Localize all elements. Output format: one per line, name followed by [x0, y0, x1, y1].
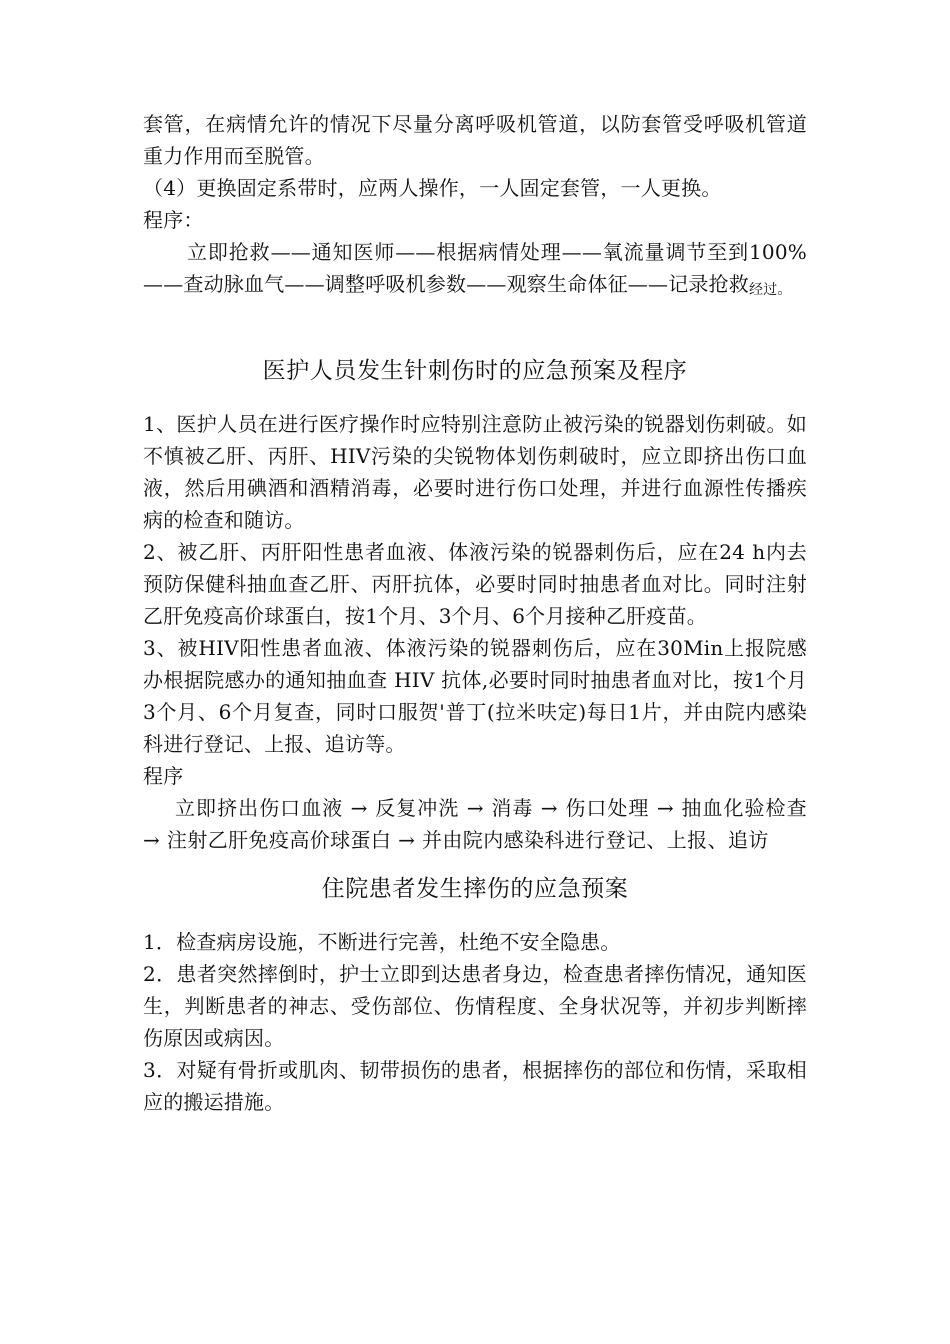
continuation-paragraph: 套管，在病情允许的情况下尽量分离呼吸机管道，以防套管受呼吸机管道重力作用而至脱管。: [143, 112, 807, 168]
program-text: [143, 236, 807, 306]
fall-section-title: 住院患者发生摔伤的应急预案: [321, 876, 629, 902]
needle-program-label: 程序: [143, 764, 184, 788]
fall-item-3: 3．对疑有骨折或肌肉、韧带损伤的患者，根据摔伤的部位和伤情，采取相应的搬运措施。: [143, 1058, 807, 1114]
fall-item-2: 2．患者突然摔倒时，护士立即到达患者身边，检查患者摔伤情况，通知医生，判断患者的神志、受伤部位、伤情程度、全身状况等，并初步判断摔伤原因或病因。: [143, 962, 807, 1050]
document-content: [143, 108, 807, 1118]
needle-item-2: 2、被乙肝、丙肝阳性患者血液、体液污染的锐器刺伤后，应在24 h内去预防保健科抽血查乙肝、丙肝抗体，必要时同时抽患者血对比。同时注射乙肝免疫高价球蛋白，按1个月、3个月、6个月接种乙肝疫苗。: [143, 540, 807, 628]
program-label: 程序：: [143, 208, 204, 232]
needle-item-1: 1、医护人员在进行医疗操作时应特别注意防止被污染的锐器划伤刺破。如不慎被乙肝、丙肝、HIV污染的尖锐物体划伤刺破时，应立即挤出伤口血液，然后用碘酒和酒精消毒，必要时进行伤口处理，并进行血源性传播疾病的检查和随访。: [143, 412, 807, 532]
continuation-step-4: （4）更换固定系带时，应两人操作，一人固定套管，一人更换。: [143, 176, 722, 200]
fall-item-1: 1．检查病房设施，不断进行完善，杜绝不安全隐患。: [143, 930, 621, 954]
program-text-main: 立即抢救——通知医师——根据病情处理——氧流量调节至到100%——查动脉血气——调整呼吸机参数——观察生命体征——记录抢救: [143, 240, 807, 296]
needle-item-3: 3、被HIV阳性患者血液、体液污染的锐器刺伤后，应在30Min上报院感办根据院感办的通知抽血查 HIV 抗体,必要时同时抽患者血对比，按1个月3个月、6个月复查，同时口服贺'普丁(拉米呋定)每日1片，并由院内感染科进行登记、上报、追访等。: [143, 636, 807, 756]
needle-section-title: 医护人员发生针刺伤时的应急预案及程序: [262, 358, 688, 384]
program-text-small: 经过。: [749, 282, 792, 298]
needle-program-text: 立即挤出伤口血液 → 反复冲洗 → 消毒 → 伤口处理 → 抽血化验检查 → 注射乙肝免疫高价球蛋白 → 并由院内感染科进行登记、上报、追访: [143, 796, 807, 852]
